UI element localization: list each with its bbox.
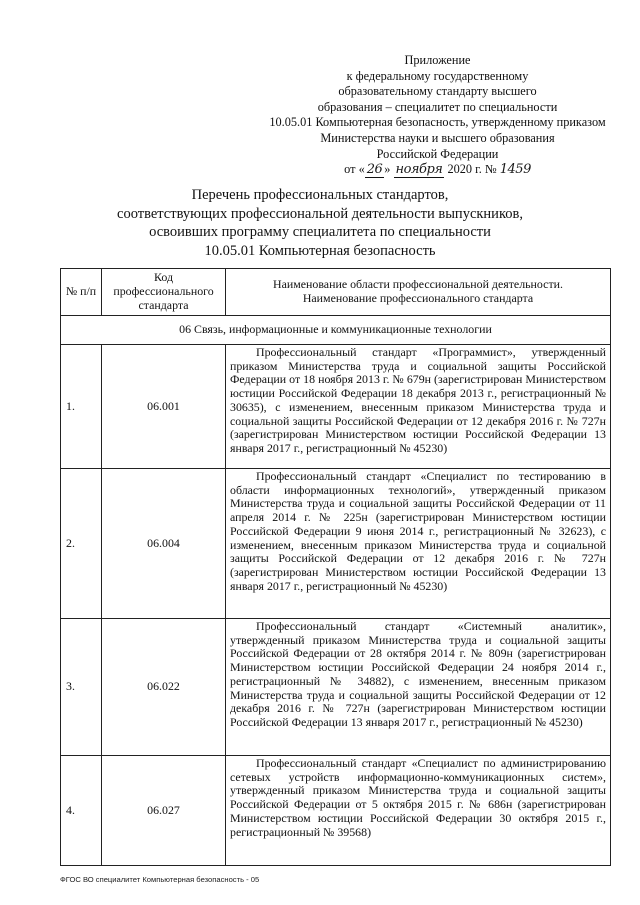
row-description-text: Профессиональный стандарт «Специалист по тестированию в области информационных технологий», утвержденный приказом Министерства труда и социальной защиты Российской Федерации от 11 апреля 2014 г. № 225н (зарегистрирован Министерством юстиции Российской Федерации 9 июня 2014 г., регистрационный № 32623), с изменением, внесенным приказом Министерства труда и социальной защиты Российской Федерации от 12 декабря 2016 г. № 727н (зарегистрирован Министерством юстиции Российской Федерации 13 января 2017 г., регистрационный № 45230) [230,469,606,593]
document-title [60,186,580,260]
page-footer: ФГОС ВО специалитет Компьютерная безопасность - 05 [60,875,260,884]
date-mid: » [384,162,391,177]
row-description [226,345,611,469]
section-row [61,316,611,345]
row-number: 3. [61,619,102,756]
title-line: 10.05.01 Компьютерная безопасность [204,242,436,259]
appendix-line: к федеральному государственному [346,68,529,83]
row-code: 06.004 [102,469,226,619]
row-description [226,756,611,866]
standards-table [60,268,611,866]
header-num: № п/п [61,269,102,316]
appendix-line: Российской Федерации [376,146,499,161]
title-line: освоивших программу специалитета по специальности [149,224,491,240]
date-month-handwritten: ноября [395,162,443,178]
row-code: 06.022 [102,619,226,756]
title-line: Перечень профессиональных стандартов, [191,187,449,203]
row-number: 1. [61,345,102,469]
date-year: 2020 г. № [447,162,497,177]
table-row [61,469,611,619]
row-description [226,619,611,756]
header-code: Код профессионального стандарта [102,269,226,316]
row-number: 2. [61,469,102,619]
header-name: Наименование области профессиональной деятельности. Наименование профессионального стандарта [226,269,611,316]
table-row [61,345,611,469]
appendix-line: Приложение [404,53,471,67]
date-prefix: от « [344,162,365,177]
title-line: соответствующих профессиональной деятельности выпускников, [117,205,523,222]
row-code: 06.001 [102,345,226,469]
row-description-text: Профессиональный стандарт «Программист», утвержденный приказом Министерства труда и социальной защиты Российской Федерации от 18 ноября 2013 г. № 679н (зарегистрирован Министерством юстиции Российской Федерации 18 декабря 2013 г., регистрационный № 30635), с изменением, внесенным приказом Министерства труда и социальной защиты Российской Федерации от 12 декабря 2016 г. № 727н (зарегистрирован Министерством юстиции Российской Федерации 13 января 2017 г., регистрационный № 45230) [230,345,606,455]
table-row [61,756,611,866]
appendix-line: образовательному стандарту высшего [338,84,537,99]
row-description-text: Профессиональный стандарт «Системный аналитик», утвержденный приказом Министерства труда и социальной защиты Российской Федерации от 28 октября 2014 г. № 809н (зарегистрирован Министерством юстиции Российской Федерации 24 ноября 2014 г., регистрационный № 34882), с изменением, внесенным приказом Министерства труда и социальной защиты Российской Федерации от 12 декабря 2016 г. № 727н (зарегистрирован Министерством юстиции Российской Федерации 13 января 2017 г., регистрационный № 45230) [230,619,606,729]
appendix-line: 10.05.01 Компьютерная безопасность, утвержденному приказом [269,115,606,130]
row-description-text: Профессиональный стандарт «Специалист по администрированию сетевых устройств информационно-коммуникационных систем», утвержденный приказом Министерства труда и социальной защиты Российской Федерации от 5 октября 2015 г. № 686н (зарегистрирован Министерством юстиции Российской Федерации 30 октября 2015 г., регистрационный № 39568) [230,756,606,839]
appendix-line: Министерства науки и высшего образования [320,130,555,145]
order-date-line [250,162,625,178]
date-day-handwritten: 26 [366,162,383,178]
appendix-block [250,53,625,178]
order-number-handwritten: 1459 [499,162,531,178]
row-number: 4. [61,756,102,866]
row-code: 06.027 [102,756,226,866]
table-header-row [61,269,611,316]
section-title: 06 Связь, информационные и коммуникационные технологии [61,316,611,345]
appendix-line: образования – специалитет по специальности [317,99,558,114]
row-description [226,469,611,619]
table-row [61,619,611,756]
